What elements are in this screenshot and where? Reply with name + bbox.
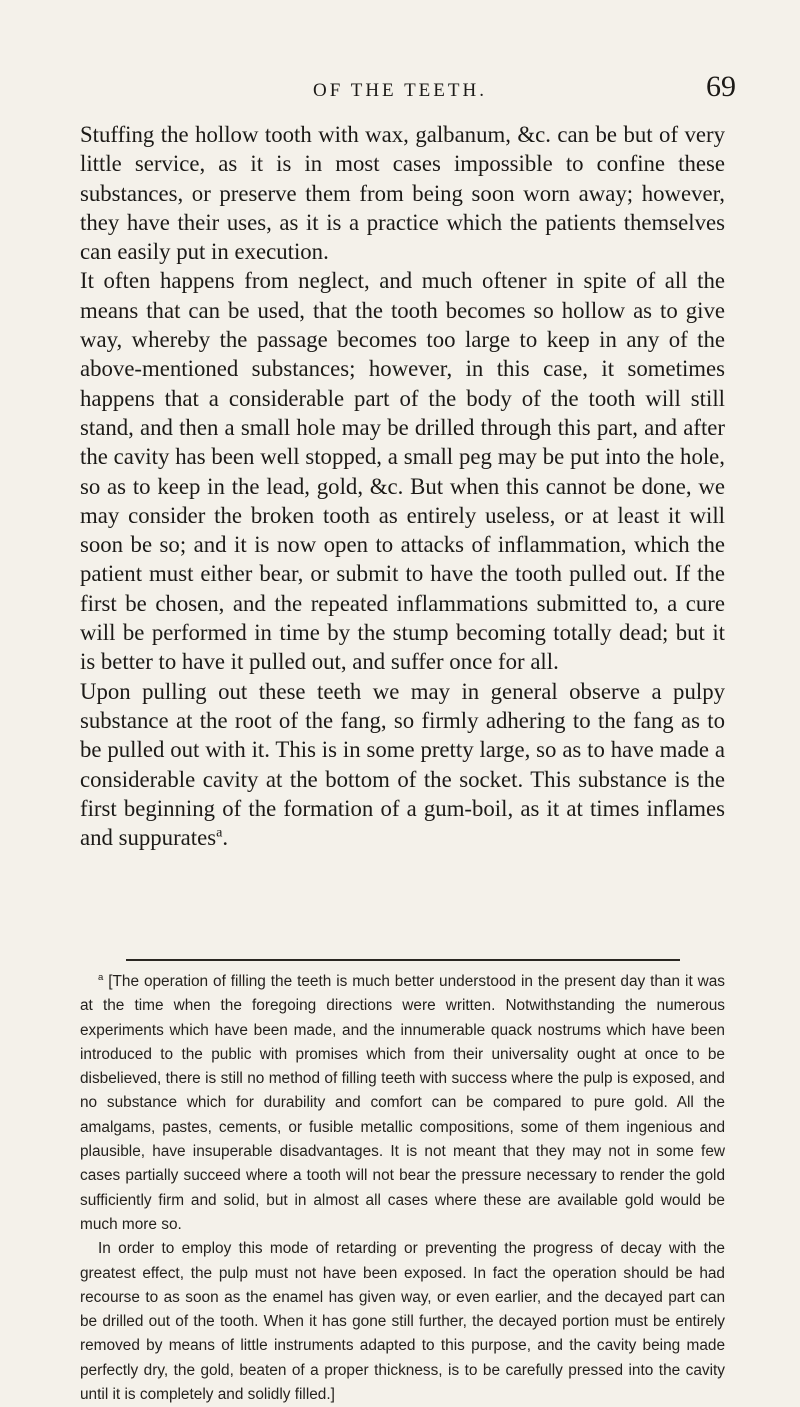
paragraph-pulling: Upon pulling out these teeth we may in general observe a pulpy substance at the root of the fang, so firmly adhering to the fang as to be pulled out with it. This is in some pretty large, so as to have made a considerable cavity at the bottom of the socket. This substance is the first beginning of the formation of a gum-boil, as it at times inflames and suppurates$^a$.: [80, 678, 725, 851]
footnote-divider: [126, 959, 680, 961]
paragraph-neglect: It often happens from neglect, and much oftener in spite of all the means that can be used, that the tooth becomes so hollow as to give way, whereby the passage becomes too large to keep in any of the above-mentioned substances; however, in this case, it sometimes happens that a considerable part of the body of the tooth will still stand, and then a small hole may be drilled through this part, and after the cavity has been well stopped, a small peg may be put into the hole, so as to keep in the lead, gold, &c. But when this cannot be done, we may consider the broken tooth as entirely useless, or at least it will soon be so; and it is now open to attacks of inflammation, which the patient must either bear, or submit to have the tooth pulled out. If the first be chosen, and the repeated inflammations submitted to, a cure will be performed in time by the stump becoming totally dead; but it is better to have it pulled out, and suffer once for all.: [80, 268, 725, 675]
running-title: OF THE TEETH.: [313, 80, 487, 101]
footnote-paragraph-1: [80, 970, 725, 1237]
footnote-marker: a: [98, 971, 104, 983]
paragraph-pulling-text: Upon pulling out these teeth we may in general observe a pulpy substance at the root of the fang, so firmly adhering to the fang as to be pulled out with it. This is in some pretty large, so as to have made a considerable cavity at the bottom of the socket. This substance is the first beginning of the formation of a gum-boil, as it at times inflames and suppurates: [80, 678, 725, 851]
footnote-paragraph-1-text: [The operation of filling the teeth is much better understood in the present day than it was at the time when the foregoing directions were written. Notwithstanding the numerous experiments which have been made, and the innumerable quack nostrums which have been introduced to the public with promises which from their universality ought at once to be disbelieved, there is still no method of filling teeth with success where the pulp is exposed, and no substance which for durability and comfort can be compared to pure gold. All the amalgams, pastes, cements, or fusible metallic compositions, some of them ingenious and plausible, have insuperable disadvantages. It is not meant that they may not in some few cases partially succeed where a tooth will not bear the pressure necessary to render the gold sufficiently firm and solid, but in almost all cases where these are available gold would be much more so.: [80, 973, 725, 1233]
running-head: [0, 72, 800, 112]
page-number: 69: [706, 70, 736, 103]
paragraph-stuffing: Stuffing the hollow tooth with wax, galbanum, &c. can be but of very little service, as it is in most cases impossible to confine these substances, or preserve them from being soon worn away; however, they have their uses, as it is a practice which the patients themselves can easily put in execution.: [80, 122, 725, 265]
footnote: [80, 970, 725, 1407]
footnote-reference: a: [216, 824, 223, 841]
body-text: [80, 120, 725, 852]
footnote-paragraph-2: In order to employ this mode of retarding or preventing the progress of decay with the greatest effect, the pulp must not have been exposed. In fact the operation should be had recourse to as soon as the enamel has given way, or even earlier, and the decayed part can be drilled out of the tooth. When it has gone still further, the decayed portion must be entirely removed by means of little instruments adapted to this purpose, and the cavity being made perfectly dry, the gold, beaten of a proper thickness, is to be carefully pressed into the cavity until it is completely and solidly filled.]: [80, 1240, 725, 1404]
